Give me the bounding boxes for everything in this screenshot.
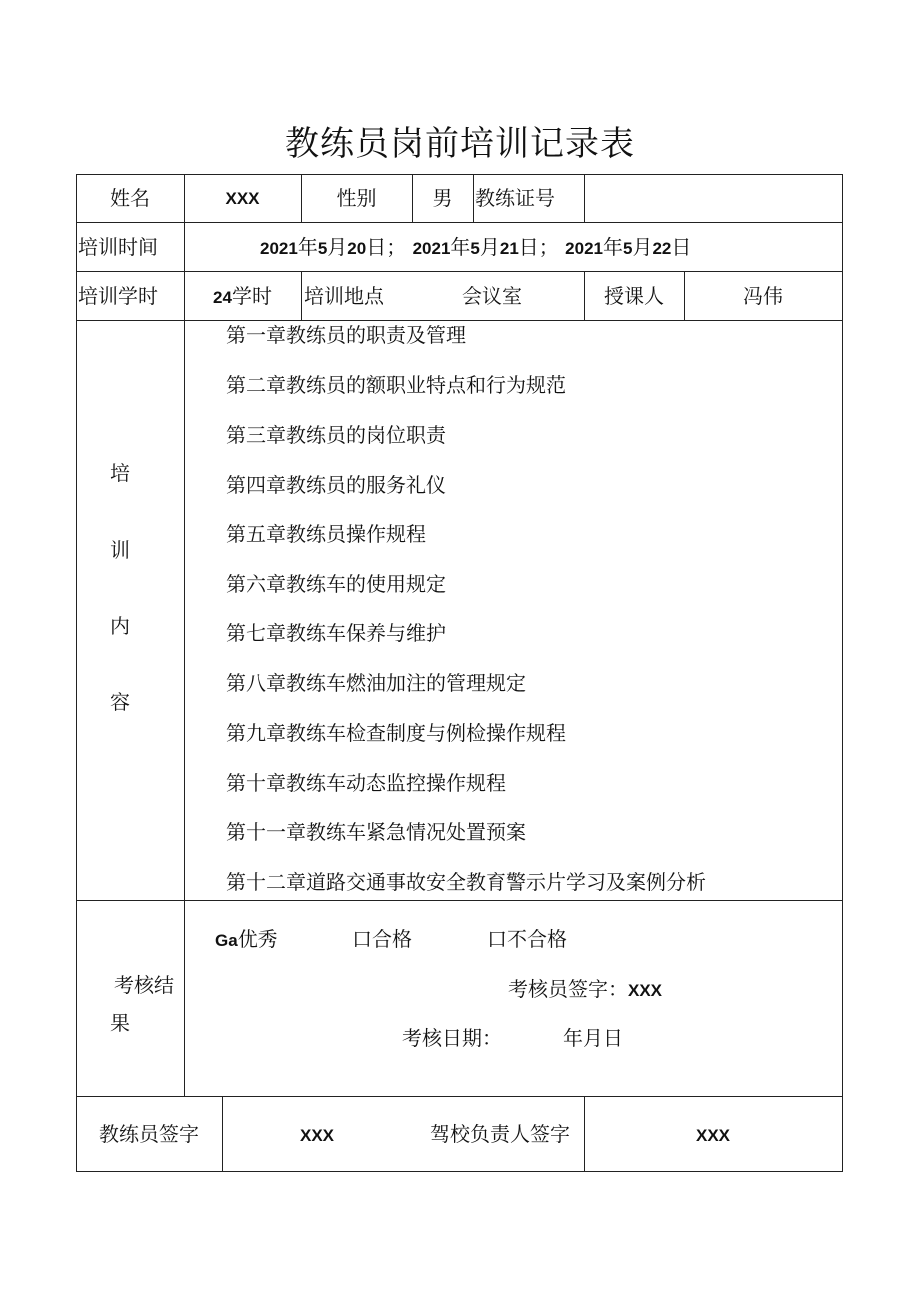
training-hours-value: 24学时 — [213, 284, 272, 308]
principal-signature-value: XXX — [695, 1126, 731, 1145]
page-title: 教练员岗前培训记录表 — [285, 124, 635, 164]
option-excellent[interactable]: Ga优秀 — [215, 927, 278, 951]
training-place-value: 会议室 — [462, 284, 522, 308]
chapter-item: 第十章教练车动态监控操作规程 — [226, 771, 506, 795]
chapter-item: 第九章教练车检查制度与例检操作规程 — [226, 721, 566, 745]
chapter-item: 第一章教练员的职责及管理 — [226, 323, 466, 347]
option-fail[interactable]: 口不合格 — [487, 927, 567, 951]
teacher-label: 授课人 — [604, 284, 664, 308]
chapter-item: 第十一章教练车紧急情况处置预案 — [226, 820, 526, 844]
date-2: 2021年5月21日； — [412, 235, 559, 259]
name-value: XXX — [225, 189, 260, 208]
date-1: 2021年5月20日； — [260, 235, 407, 259]
date-3: 2021年5月22日 — [565, 235, 692, 259]
gender-label: 性别 — [336, 186, 377, 210]
chapter-item: 第六章教练车的使用规定 — [226, 572, 446, 596]
option-pass[interactable]: 口合格 — [352, 927, 412, 951]
training-place-label: 培训地点 — [304, 284, 384, 308]
content-label-char: 容 — [110, 690, 130, 714]
coach-signature-value: XXX — [300, 1126, 335, 1145]
principal-signature-label: 驾校负责人签字 — [430, 1122, 570, 1146]
assessment-date-label: 考核日期： — [402, 1026, 502, 1050]
checkbox-mark: Ga — [215, 931, 238, 950]
coach-signature-label: 教练员签字 — [99, 1122, 199, 1146]
chapter-item: 第三章教练员的岗位职责 — [226, 423, 446, 447]
assessment-date-value: 年月日 — [563, 1026, 623, 1050]
chapter-item: 第二章教练员的额职业特点和行为规范 — [226, 373, 566, 397]
training-dates — [260, 235, 691, 261]
content-label-char: 训 — [110, 538, 130, 562]
cert-label: 教练证号 — [475, 186, 555, 210]
assessment-label-line2: 果 — [110, 1011, 130, 1035]
name-label: 姓名 — [110, 186, 150, 210]
training-hours-label: 培训学时 — [78, 284, 158, 308]
chapter-item: 第五章教练员操作规程 — [226, 522, 426, 546]
chapter-item: 第七章教练车保养与维护 — [226, 621, 446, 645]
chapter-item: 第十二章道路交通事故安全教育警示片学习及案例分析 — [226, 870, 706, 894]
chapter-item: 第四章教练员的服务礼仪 — [226, 473, 446, 497]
content-label-char: 内 — [110, 614, 130, 638]
chapter-item: 第八章教练车燃油加注的管理规定 — [226, 671, 526, 695]
assessment-label-line1: 考核结 — [114, 973, 174, 997]
training-time-label: 培训时间 — [78, 235, 158, 259]
gender-value: 男 — [432, 186, 453, 210]
examiner-signature: 考核员签字：XXX — [508, 977, 663, 1001]
content-label-char: 培 — [110, 461, 130, 485]
teacher-value: 冯伟 — [743, 284, 783, 308]
